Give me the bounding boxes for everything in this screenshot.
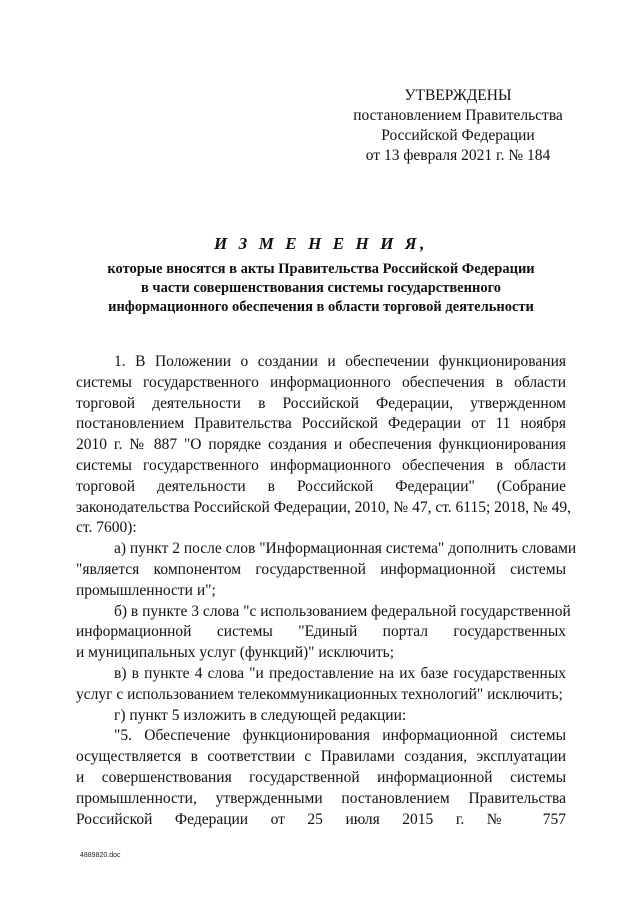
body-line: Российской Федерации от 25 июля 2015 г. № 757: [76, 810, 566, 828]
body-line: промышленности и";: [76, 581, 216, 599]
body-line: в) в пункте 4 слова "и предоставление на их базе государственных: [114, 664, 566, 682]
document-body: [76, 352, 577, 830]
approval-block: [330, 86, 586, 166]
approval-date-line: от 13 февраля 2021 г. № 184: [365, 147, 551, 164]
body-line: осуществляется в соответствии с Правилами создания, эксплуатации: [76, 748, 566, 766]
body-line: г) пункт 5 изложить в следующей редакции:: [114, 706, 407, 724]
body-line: торговой деятельности в Российской Федерации" (Собрание: [76, 477, 566, 495]
body-line: ст. 7600):: [76, 519, 137, 537]
body-line: системы государственного информационного обеспечения в области: [76, 456, 566, 474]
approval-line: постановлением Правительства: [353, 107, 563, 124]
body-line: 1. В Положении о создании и обеспечении функционирования: [114, 353, 566, 370]
body-line: системы государственного информационного обеспечения в области: [76, 373, 566, 391]
body-line: "5. Обеспечение функционирования информационной системы: [114, 727, 566, 745]
body-line: б) в пункте 3 слова "с использованием федеральной государственной: [114, 602, 571, 620]
subtitle-line: в части совершенствования системы государственного: [140, 280, 502, 296]
subtitle-line: информационного обеспечения в области торговой деятельности: [108, 299, 534, 315]
body-line: 2010 г. № 887 "О порядке создания и обеспечения функционирования: [76, 436, 566, 454]
document-title: И З М Е Н Е Н И Я,: [213, 234, 429, 253]
body-line: и муниципальных услуг (функций)" исключить;: [76, 644, 395, 662]
file-code-footer: 4889820.doc: [80, 852, 121, 859]
body-line: законодательства Российской Федерации, 2010, № 47, ст. 6115; 2018, № 49,: [76, 498, 571, 516]
approval-line: Российской Федерации: [381, 127, 535, 144]
body-line: торговой деятельности в Российской Федерации, утвержденном: [76, 394, 566, 412]
body-line: услуг с использованием телекоммуникационных технологий" исключить;: [76, 685, 563, 703]
subtitle-line: которые вносятся в акты Правительства Российской Федерации: [107, 261, 535, 277]
approval-title: УТВЕРЖДЕНЫ: [404, 87, 512, 104]
body-line: "является компонентом государственной информационной системы: [76, 560, 566, 578]
body-line: промышленности, утвержденными постановлением Правительства: [76, 789, 566, 807]
document-subtitle: [76, 260, 566, 317]
body-line: и совершенствования государственной информационной системы: [76, 768, 566, 786]
body-line: а) пункт 2 после слов "Информационная система" дополнить словами: [114, 540, 577, 558]
body-line: постановлением Правительства Российской Федерации от 11 ноября: [76, 415, 566, 433]
body-line: информационной системы "Единый портал государственных: [76, 623, 566, 641]
